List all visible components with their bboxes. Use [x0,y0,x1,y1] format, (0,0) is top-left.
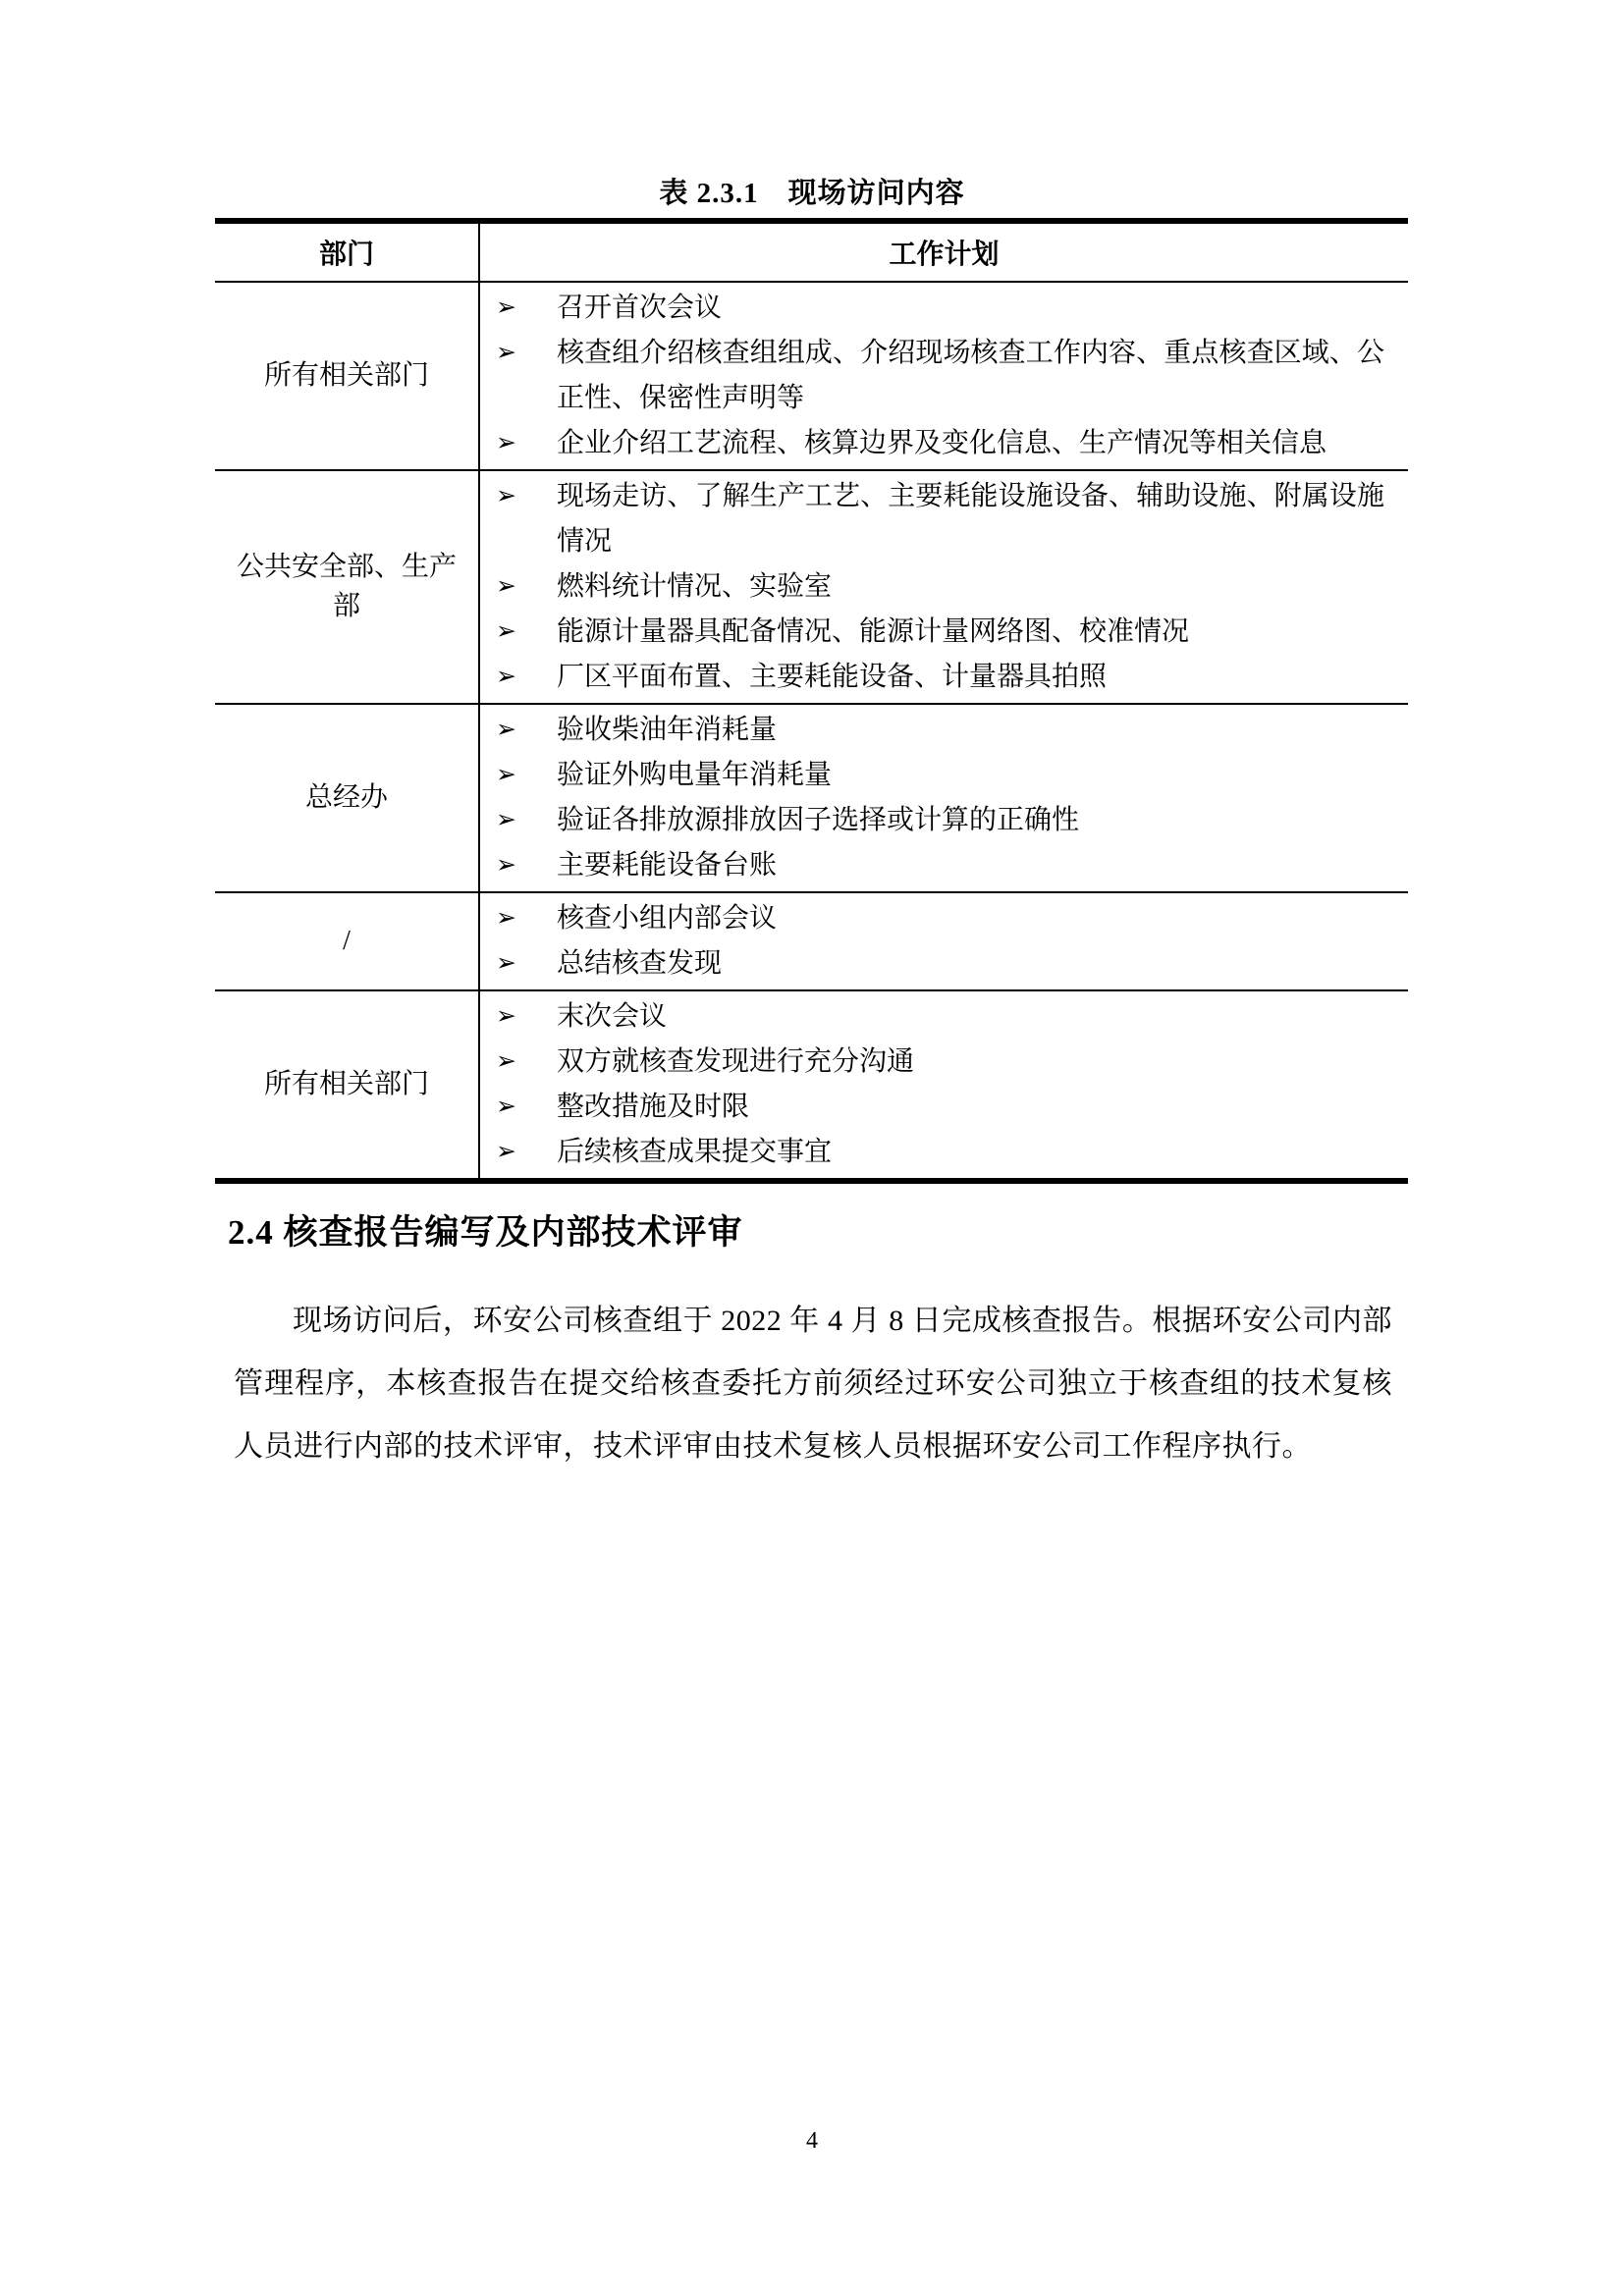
header-row [215,221,1408,282]
table-caption: 表 2.3.1 现场访问内容 [659,178,965,209]
arrow-bullet-icon: ➢ [496,1003,516,1030]
arrow-bullet-icon: ➢ [496,762,516,788]
table-row [215,470,1408,704]
arrow-bullet-icon: ➢ [496,1048,516,1075]
department-cell: 公共安全部、生产部 [215,470,479,704]
workplan-cell [479,990,1408,1181]
arrow-bullet-icon: ➢ [496,905,516,932]
department-cell: / [215,892,479,990]
workplan-item-text: 整改措施及时限 [557,1092,750,1122]
arrow-bullet-icon: ➢ [496,1094,516,1120]
workplan-item [480,474,1384,564]
workplan-cell [479,892,1408,990]
workplan-item [480,286,1384,331]
workplan-item-text: 能源计量器具配备情况、能源计量网络图、校准情况 [557,616,1190,647]
workplan-item-text: 核查组介绍核查组组成、介绍现场核查工作内容、重点核查区域、公正性、保密性声明等 [557,338,1384,413]
workplan-item-text: 企业介绍工艺流程、核算边界及变化信息、生产情况等相关信息 [557,428,1327,458]
workplan-item [480,1130,1384,1175]
page-number: 4 [806,2128,818,2154]
workplan-item-text: 验证各排放源排放因子选择或计算的正确性 [557,805,1080,835]
workplan-item [480,798,1384,843]
section-paragraph: 现场访问后，环安公司核查组于 2022 年 4 月 8 日完成核查报告。根据环安公司内部管理程序，本核查报告在提交给核查委托方前须经过环安公司独立于核查组的技术复核人员进行内部的技术评审，技术评审由技术复核人员根据环安公司工作程序执行。 [234,1305,1392,1463]
workplan-item [480,1085,1384,1130]
arrow-bullet-icon: ➢ [496,483,516,509]
workplan-bullet-list [480,708,1384,888]
header-cell-department: 部门 [215,221,479,282]
table-row [215,282,1408,470]
workplan-item [480,564,1384,610]
workplan-item-text: 总结核查发现 [557,948,723,979]
workplan-bullet-list [480,474,1384,700]
workplan-cell [479,282,1408,470]
arrow-bullet-icon: ➢ [496,618,516,645]
workplan-item-text: 主要耗能设备台账 [557,850,778,881]
visit-table-header [215,221,1408,282]
workplan-item [480,610,1384,655]
workplan-item [480,753,1384,798]
department-cell: 所有相关部门 [215,990,479,1181]
arrow-bullet-icon: ➢ [496,664,516,690]
workplan-item [480,331,1384,421]
workplan-item [480,941,1384,987]
workplan-item-text: 后续核查成果提交事宜 [557,1137,833,1167]
workplan-item-text: 厂区平面布置、主要耗能设备、计量器具拍照 [557,662,1108,692]
arrow-bullet-icon: ➢ [496,430,516,456]
department-cell: 总经办 [215,704,479,892]
workplan-bullet-list [480,286,1384,466]
workplan-bullet-list [480,994,1384,1175]
workplan-bullet-list [480,896,1384,987]
workplan-item [480,421,1384,466]
workplan-item [480,708,1384,753]
arrow-bullet-icon: ➢ [496,573,516,600]
arrow-bullet-icon: ➢ [496,852,516,879]
arrow-bullet-icon: ➢ [496,717,516,743]
arrow-bullet-icon: ➢ [496,294,516,321]
header-cell-workplan: 工作计划 [889,240,1000,270]
workplan-item [480,896,1384,941]
visit-table [215,218,1408,1184]
workplan-item-text: 燃料统计情况、实验室 [557,571,833,602]
arrow-bullet-icon: ➢ [496,950,516,977]
department-cell: 所有相关部门 [215,282,479,470]
workplan-cell [479,470,1408,704]
workplan-item-text: 现场走访、了解生产工艺、主要耗能设施设备、辅助设施、附属设施情况 [557,481,1384,557]
arrow-bullet-icon: ➢ [496,807,516,833]
workplan-item-text: 末次会议 [557,1001,668,1032]
workplan-item [480,994,1384,1040]
workplan-item-text: 核查小组内部会议 [557,903,778,934]
table-row [215,990,1408,1181]
workplan-item [480,655,1384,700]
workplan-cell [479,704,1408,892]
visit-table-container [215,218,1408,1184]
table-row [215,892,1408,990]
workplan-item [480,843,1384,888]
workplan-item-text: 双方就核查发现进行充分沟通 [557,1046,915,1077]
arrow-bullet-icon: ➢ [496,1139,516,1165]
table-body [215,282,1408,1181]
table-row [215,704,1408,892]
workplan-item [480,1040,1384,1085]
section-heading-2-4: 2.4 核查报告编写及内部技术评审 [228,1213,743,1252]
arrow-bullet-icon: ➢ [496,340,516,366]
workplan-item-text: 召开首次会议 [557,293,723,323]
workplan-item-text: 验收柴油年消耗量 [557,715,778,745]
workplan-item-text: 验证外购电量年消耗量 [557,760,833,790]
